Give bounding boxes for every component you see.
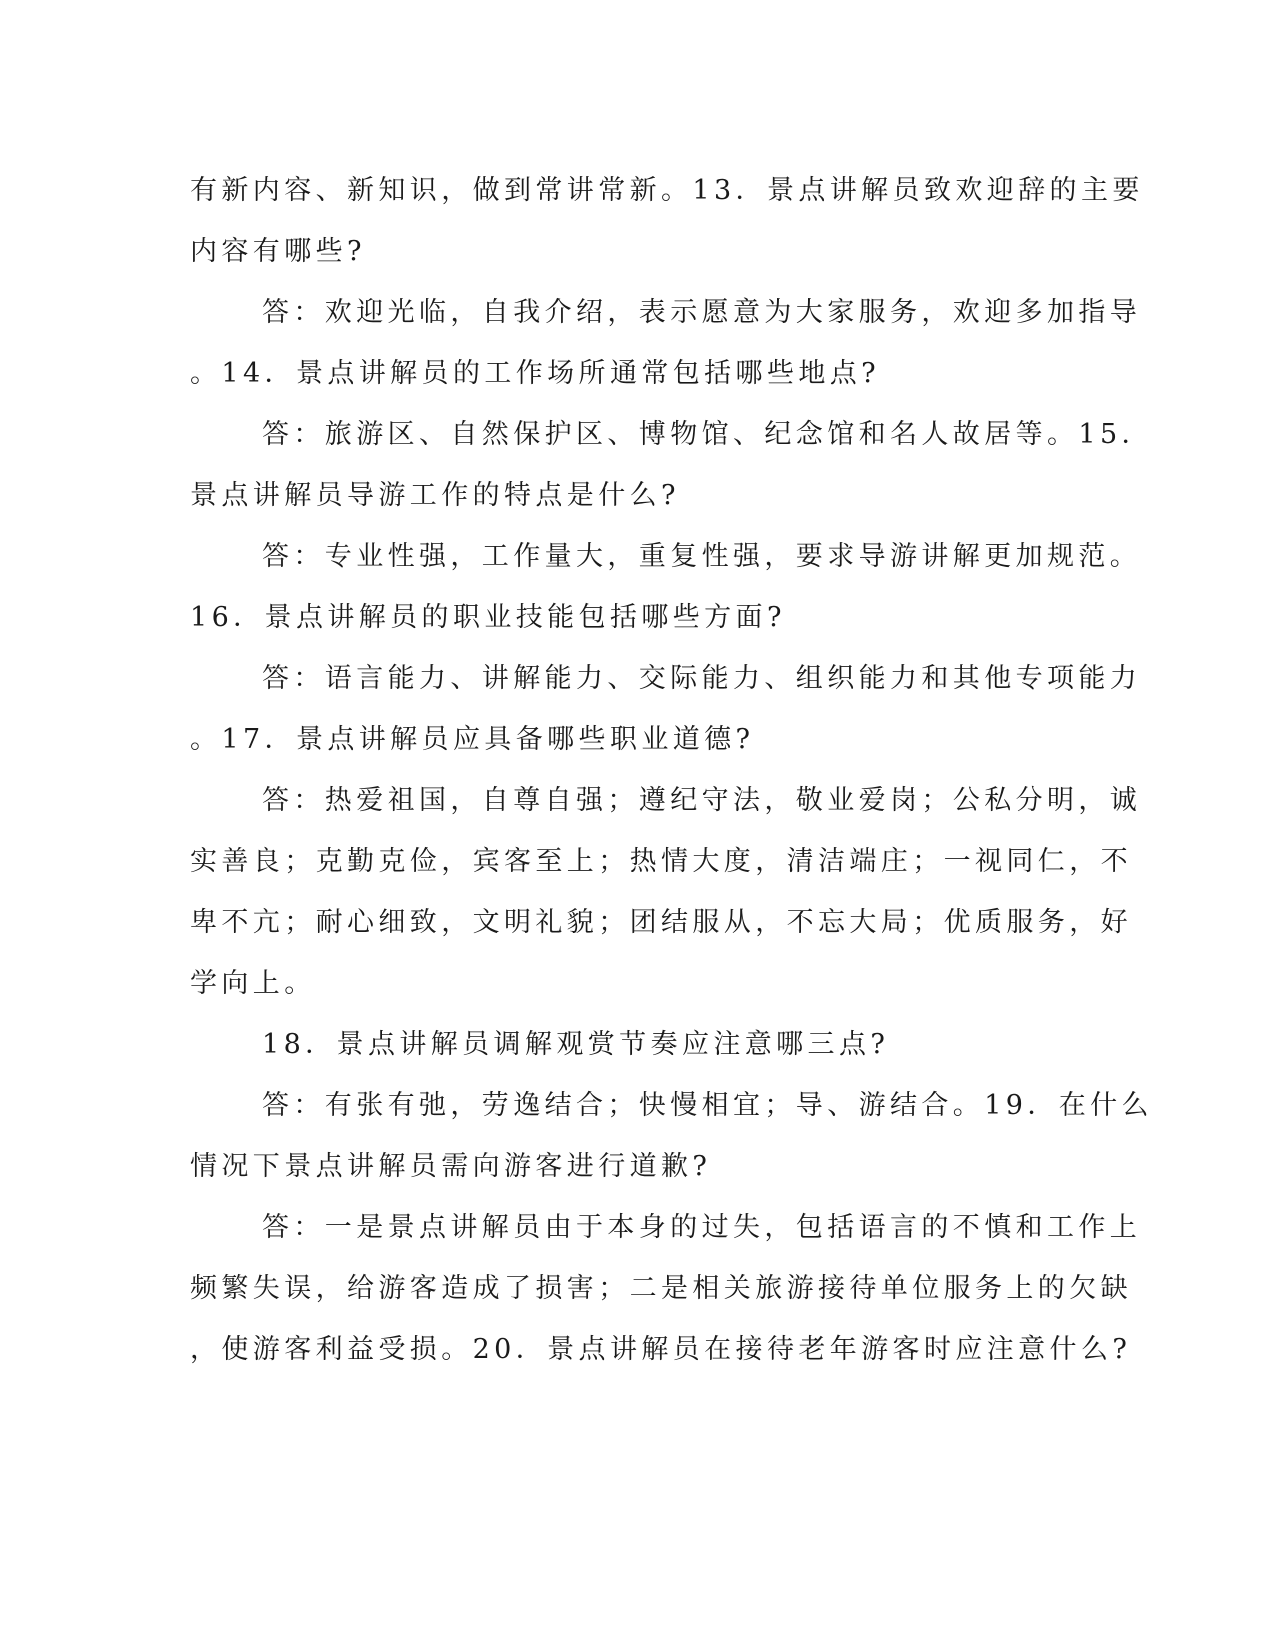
text-line: 。17．景点讲解员应具备哪些职业道德? <box>190 724 755 755</box>
text-line: 答：热爱祖国，自尊自强；遵纪守法，敬业爱岗；公私分明，诚 <box>262 785 1142 816</box>
text-line: 频繁失误，给游客造成了损害；二是相关旅游接待单位服务上的欠缺 <box>190 1273 1132 1304</box>
text-line: 学向上。 <box>190 968 316 999</box>
text-line: 景点讲解员导游工作的特点是什么? <box>190 480 680 511</box>
text-line: 答：专业性强，工作量大，重复性强，要求导游讲解更加规范。 <box>262 541 1142 572</box>
text-line: ，使游客利益受损。20．景点讲解员在接待老年游客时应注意什么? <box>190 1334 1132 1365</box>
body-text <box>190 160 1153 1380</box>
text-line: 18．景点讲解员调解观赏节奏应注意哪三点? <box>262 1029 890 1060</box>
text-line: 16．景点讲解员的职业技能包括哪些方面? <box>190 602 786 633</box>
text-line: 内容有哪些? <box>190 236 366 267</box>
text-line: 答：有张有弛，劳逸结合；快慢相宜；导、游结合。19．在什么 <box>262 1090 1153 1121</box>
text-line: 答：语言能力、讲解能力、交际能力、组织能力和其他专项能力 <box>262 663 1142 694</box>
text-line: 答：一是景点讲解员由于本身的过失，包括语言的不慎和工作上 <box>262 1212 1142 1243</box>
text-line: 答：欢迎光临，自我介绍，表示愿意为大家服务，欢迎多加指导 <box>262 297 1142 328</box>
text-line: 有新内容、新知识，做到常讲常新。13．景点讲解员致欢迎辞的主要 <box>190 175 1144 206</box>
text-line: 情况下景点讲解员需向游客进行道歉? <box>190 1151 712 1182</box>
text-line: 。14．景点讲解员的工作场所通常包括哪些地点? <box>190 358 881 389</box>
text-line: 答：旅游区、自然保护区、博物馆、纪念馆和名人故居等。15． <box>262 419 1153 450</box>
text-line: 卑不亢；耐心细致，文明礼貌；团结服从，不忘大局；优质服务，好 <box>190 907 1132 938</box>
text-line: 实善良；克勤克俭，宾客至上；热情大度，清洁端庄；一视同仁，不 <box>190 846 1132 877</box>
